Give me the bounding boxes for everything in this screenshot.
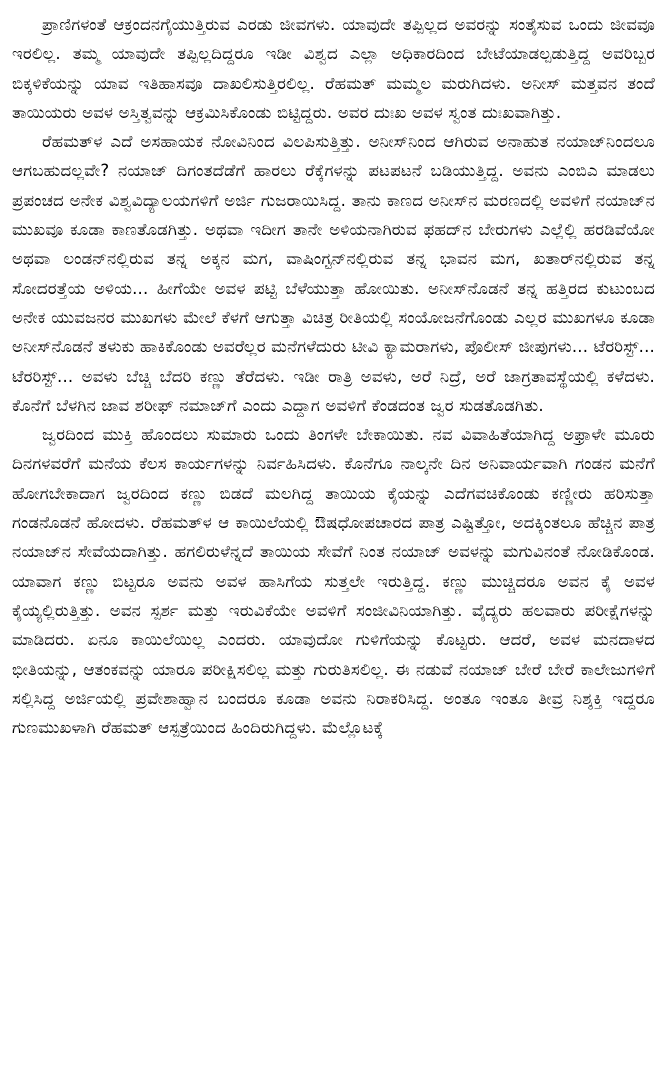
paragraph-3: ಜ್ವರದಿಂದ ಮುಕ್ತಿ ಹೊಂದಲು ಸುಮಾರು ಒಂದು ತಿಂಗಳೇ ಬೇಕಾಯಿತು. ನವ ವಿವಾಹಿತೆಯಾಗಿದ್ದ ಅಫ್ರಾಳೇ ಮೂರು ದಿನಗಳವರೆಗೆ ಮನೆಯ ಕೆಲಸ ಕಾರ್ಯಗಳನ್ನು ನಿರ್ವಹಿಸಿದಳು. ಕೊನೆಗೂ ನಾಲ್ಕನೇ ದಿನ ಅನಿವಾರ್ಯವಾಗಿ ಗಂಡನ ಮನೆಗೆ ಹೋಗಬೇಕಾದಾಗ ಜ್ವರದಿಂದ ಕಣ್ಣು ಬಿಡದೆ ಮಲಗಿದ್ದ ತಾಯಿಯ ಕೈಯನ್ನು ಎದೆಗವಚಿಕೊಂಡು ಕಣ್ಣೀರು ಹರಿಸುತ್ತಾ ಗಂಡನೊಡನೆ ಹೋದಳು. ರೆಹಮತ್‌ಳ ಆ ಕಾಯಿಲೆಯಲ್ಲಿ ಔಷಧೋಪಚಾರದ ಪಾತ್ರ ಎಷ್ಟಿತ್ತೋ, ಅದಕ್ಕಿಂತಲೂ ಹೆಚ್ಚಿನ ಪಾತ್ರ ನಯಾಜ್‌ನ ಸೇವೆಯದಾಗಿತ್ತು. ಹಗಲಿರುಳೆನ್ನದೆ ತಾಯಿಯ ಸೇವೆಗೆ ನಿಂತ ನಯಾಜ್ ಅವಳನ್ನು ಮಗುವಿನಂತೆ ನೋಡಿಕೊಂಡ. ಯಾವಾಗ ಕಣ್ಣು ಬಿಟ್ಟರೂ ಅವನು ಅವಳ ಹಾಸಿಗೆಯ ಸುತ್ತಲೇ ಇರುತ್ತಿದ್ದ. ಕಣ್ಣು ಮುಚ್ಚಿದರೂ ಅವನ ಕೈ ಅವಳ ಕೈಯ್ಯಲ್ಲಿರುತ್ತಿತ್ತು. ಅವನ ಸ್ಪರ್ಶ ಮತ್ತು ಇರುವಿಕೆಯೇ ಅವಳಿಗೆ ಸಂಜೀವಿನಿಯಾಗಿತ್ತು. ವೈದ್ಯರು ಹಲವಾರು ಪರೀಕ್ಷೆಗಳನ್ನು ಮಾಡಿದರು. ಏನೂ ಕಾಯಿಲೆಯಿಲ್ಲ ಎಂದರು. ಯಾವುದೋ ಗುಳಿಗೆಯನ್ನು ಕೊಟ್ಟರು. ಆದರೆ, ಅವಳ ಮನದಾಳದ ಭೀತಿಯನ್ನು, ಆತಂಕವನ್ನು ಯಾರೂ ಪರೀಕ್ಷಿಸಲಿಲ್ಲ ಮತ್ತು ಗುರುತಿಸಲಿಲ್ಲ. ಈ ನಡುವೆ ನಯಾಜ್ ಬೇರೆ ಬೇರೆ ಕಾಲೇಜುಗಳಿಗೆ ಸಲ್ಲಿಸಿದ್ದ ಅರ್ಜಿಯಲ್ಲಿ ಪ್ರವೇಶಾಹ್ವಾನ ಬಂದರೂ ಕೂಡಾ ಅವನು ನಿರಾಕರಿಸಿದ್ದ. ಅಂತೂ ಇಂತೂ ತೀವ್ರ ನಿಶ್ಶಕ್ತಿ ಇದ್ದರೂ ಗುಣಮುಖಳಾಗಿ ರೆಹಮತ್ ಆಸ್ಪತ್ರೆಯಿಂದ ಹಿಂದಿರುಗಿದ್ದಳು. ಮೆಲ್ಲೊಟಕ್ಕೆ <box>12 425 655 738</box>
paragraph-2: ರೆಹಮತ್‌ಳ ಎದೆ ಅಸಹಾಯಕ ನೋವಿನಿಂದ ವಿಲಪಿಸುತ್ತಿತ್ತು. ಅನೀಸ್‌ನಿಂದ ಆಗಿರುವ ಅನಾಹುತ ನಯಾಜ್‌ನಿಂದಲೂ ಆಗಬಹುದಲ್ಲವೇ? ನಯಾಜ್ ದಿಗಂತದೆಡೆಗೆ ಹಾರಲು ರೆಕ್ಕೆಗಳನ್ನು ಪಟಪಟನೆ ಬಡಿಯುತ್ತಿದ್ದ. ಅವನು ಎಂಬಿಎ ಮಾಡಲು ಪ್ರಪಂಚದ ಅನೇಕ ವಿಶ್ವವಿದ್ಯಾಲಯಗಳಿಗೆ ಅರ್ಜಿ ಗುಜರಾಯಿಸಿದ್ದ. ತಾನು ಕಾಣದ ಅನೀಸ್‌ನ ಮರಣದಲ್ಲಿ ಅವಳಿಗೆ ನಯಾಜ್‌ನ ಮುಖವೂ ಕೂಡಾ ಕಾಣತೊಡಗಿತ್ತು. ಅಥವಾ ಇದೀಗ ತಾನೇ ಅಳಿಯನಾಗಿರುವ ಫಹದ್‌ನ ಬೇರುಗಳು ಎಲ್ಲೆಲ್ಲಿ ಹರಡಿವೆಯೋ ಅಥವಾ ಲಂಡನ್‌ನಲ್ಲಿರುವ ತನ್ನ ಅಕ್ಕನ ಮಗ, ವಾಷಿಂಗ್ಟನ್‌ನಲ್ಲಿರುವ ತನ್ನ ಭಾವನ ಮಗ, ಖತಾರ್‌ನಲ್ಲಿರುವ ತನ್ನ ಸೋದರತ್ತೆಯ ಅಳಿಯ... ಹೀಗೆಯೇ ಅವಳ ಪಟ್ಟಿ ಬೆಳೆಯುತ್ತಾ ಹೋಯಿತು. ಅನೀಸ್‌ನೊಡನೆ ತನ್ನ ಹತ್ತಿರದ ಕುಟುಂಬದ ಅನೇಕ ಯುವಜನರ ಮುಖಗಳು ಮೇಲೆ ಕೆಳಗೆ ಆಗುತ್ತಾ ವಿಚಿತ್ರ ರೀತಿಯಲ್ಲಿ ಸಂಯೋಜನೆಗೊಂಡು ಎಲ್ಲರ ಮುಖಗಳೂ ಕೂಡಾ ಅನೀಸ್‌ನೊಡನೆ ತಳುಕು ಹಾಕಿಕೊಂಡು ಅವರೆಲ್ಲರ ಮನೆಗಳೆದುರು ಟೀವಿ ಕ್ಯಾಮರಾಗಳು, ಪೊಲೀಸ್ ಜೀಪುಗಳು... ಟೆರರಿಸ್ಟ್... ಟೆರರಿಸ್ಟ್... ಅವಳು ಬೆಚ್ಚಿ ಬೆದರಿ ಕಣ್ಣು ತೆರೆದಳು. ಇಡೀ ರಾತ್ರಿ ಅವಳು, ಅರೆ ನಿದ್ರೆ, ಅರೆ ಜಾಗ್ರತಾವಸ್ಥೆಯಲ್ಲಿ ಕಳೆದಳು. ಕೊನೆಗೆ ಬೆಳಗಿನ ಜಾವ ಶರೀಫ್ ನಮಾಜ್‌ಗೆ ಎಂದು ಎದ್ದಾಗ ಅವಳಿಗೆ ಕೆಂಡದಂತ ಜ್ವರ ಸುಡತೊಡಗಿತು. <box>12 132 655 415</box>
paragraph-1: ಪ್ರಾಣಿಗಳಂತೆ ಆಕ್ರಂದನಗೈಯುತ್ತಿರುವ ಎರಡು ಜೀವಗಳು. ಯಾವುದೇ ತಪ್ಪಿಲ್ಲದ ಅವರನ್ನು ಸಂತೈಸುವ ಒಂದು ಜೀವವೂ ಇರಲಿಲ್ಲ. ತಮ್ಮ ಯಾವುದೇ ತಪ್ಪಿಲ್ಲದಿದ್ದರೂ ಇಡೀ ವಿಶ್ವದ ಎಲ್ಲಾ ಅಧಿಕಾರದಿಂದ ಬೇಟೆಯಾಡಲ್ಪಡುತ್ತಿದ್ದ ಅವರಿಬ್ಬರ ಬಿಕ್ಕಳಿಕೆಯನ್ನು ಯಾವ ಇತಿಹಾಸವೂ ದಾಖಲಿಸುತ್ತಿರಲಿಲ್ಲ. ರೆಹಮತ್ ಮಮ್ಮಲ ಮರುಗಿದಳು. ಅನೀಸ್ ಮತ್ತವನ ತಂದೆ ತಾಯಿಯರು ಅವಳ ಅಸ್ತಿತ್ವವನ್ನು ಆಕ್ರಮಿಸಿಕೊಂಡು ಬಿಟ್ಟಿದ್ದರು. ಅವರ ದುಃಖ ಅವಳ ಸ್ವಂತ ದುಃಖವಾಗಿತ್ತು. <box>12 15 655 122</box>
